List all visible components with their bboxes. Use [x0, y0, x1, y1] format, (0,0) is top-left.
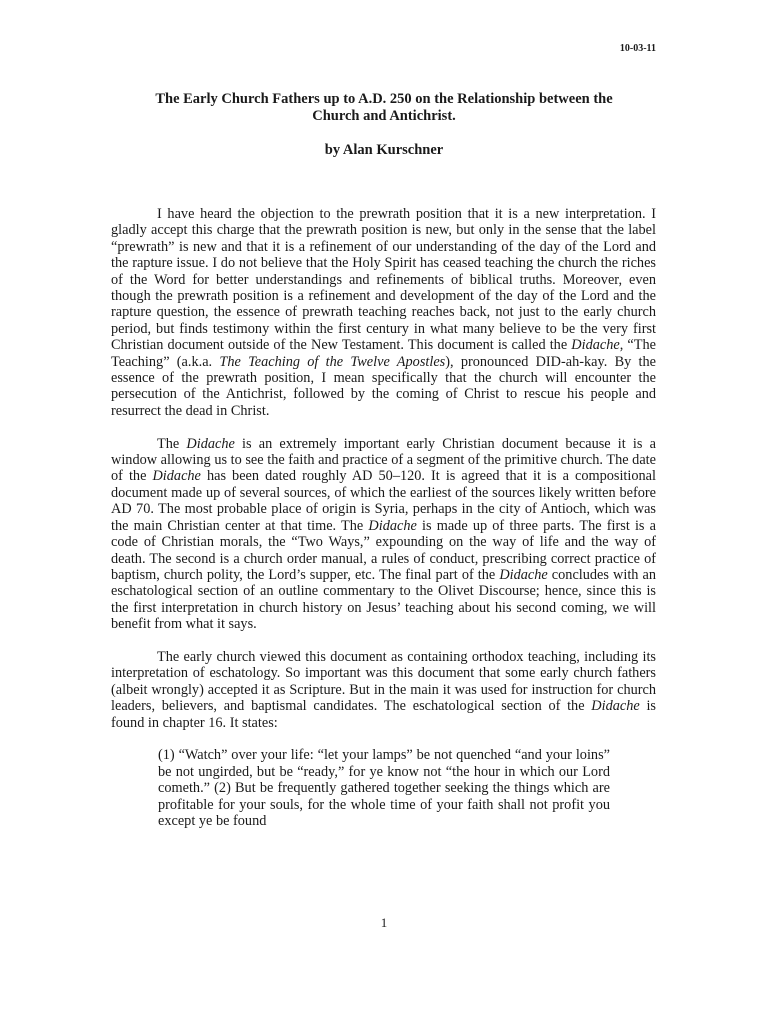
header-date: 10-03-11: [619, 43, 656, 54]
title-line-2: Church and Antichrist.: [312, 108, 456, 124]
page-number: 1: [380, 915, 388, 930]
document-title: [100, 91, 668, 125]
paragraph-1: I have heard the objection to the prewrath position that it is a new interpretation. I gladly accept this charge that the prewrath position is new, but only in the sense that the label “prewrath” is new and that it is a refinement of our understanding of the day of the Lord and the rapture issue. I do not believe that the Holy Spirit has ceased teaching the church the riches of the Word for better understandings and refinements of biblical truths. Moreover, even though the prewrath position is a refinement and development of the day of the Lord and the rapture question, the essence of prewrath teaching reaches back, not just to the early church period, but finds testimony within the first century in what many believe to be the very first Christian document outside of the New Testament. This document is called the Didache, “The Teaching” (a.k.a. The Teaching of the Twelve Apostles), pronounced DID-ah-kay. By the essence of the prewrath position, I mean specifically that the church will encounter the persecution of the Antichrist, followed by the coming of Christ to rescue his people and resurrect the dead in Christ.: [111, 206, 656, 419]
document-body: [111, 206, 656, 829]
block-quote: (1) “Watch” over your life: “let your lamps” be not quenched “and your loins” be not ungirded, but be “ready,” for ye know not “the hour in which our Lord cometh.” (2) But be frequently gathered together seeking the things which are profitable for your souls, for the whole time of your faith shall not profit you except ye be found: [158, 747, 610, 829]
title-line-1: The Early Church Fathers up to A.D. 250 on the Relationship between the: [155, 91, 613, 107]
paragraph-3: The early church viewed this document as containing orthodox teaching, including its interpretation of eschatology. So important was this document that some early church fathers (albeit wrongly) accepted it as Scripture. But in the main it was used for instruction for church leaders, believers, and baptismal candidates. The eschatological section of the Didache is found in chapter 16. It states:: [111, 648, 656, 731]
paragraph-2: The Didache is an extremely important early Christian document because it is a window allowing us to see the faith and practice of a segment of the primitive church. The date of the Didache has been dated roughly AD 50–120. It is agreed that it is a compositional document made up of several sources, of which the earliest of the sources likely written before AD 70. The most probable place of origin is Syria, perhaps in the city of Antioch, which was the main Christian center at that time. The Didache is made up of three parts. The first is a code of Christian morals, the “Two Ways,” expounding on the way of life and the way of death. The second is a church order manual, a rules of conduct, prescribing correct practice of baptism, church polity, the Lord’s supper, etc. The final part of the Didache concludes with an eschatological section of an outline commentary to the Olivet Discourse; hence, since this is the first interpretation in church history on Jesus’ teaching about his second coming, we will benefit from what it says.: [111, 435, 656, 633]
author-byline: by Alan Kurschner: [324, 142, 444, 158]
